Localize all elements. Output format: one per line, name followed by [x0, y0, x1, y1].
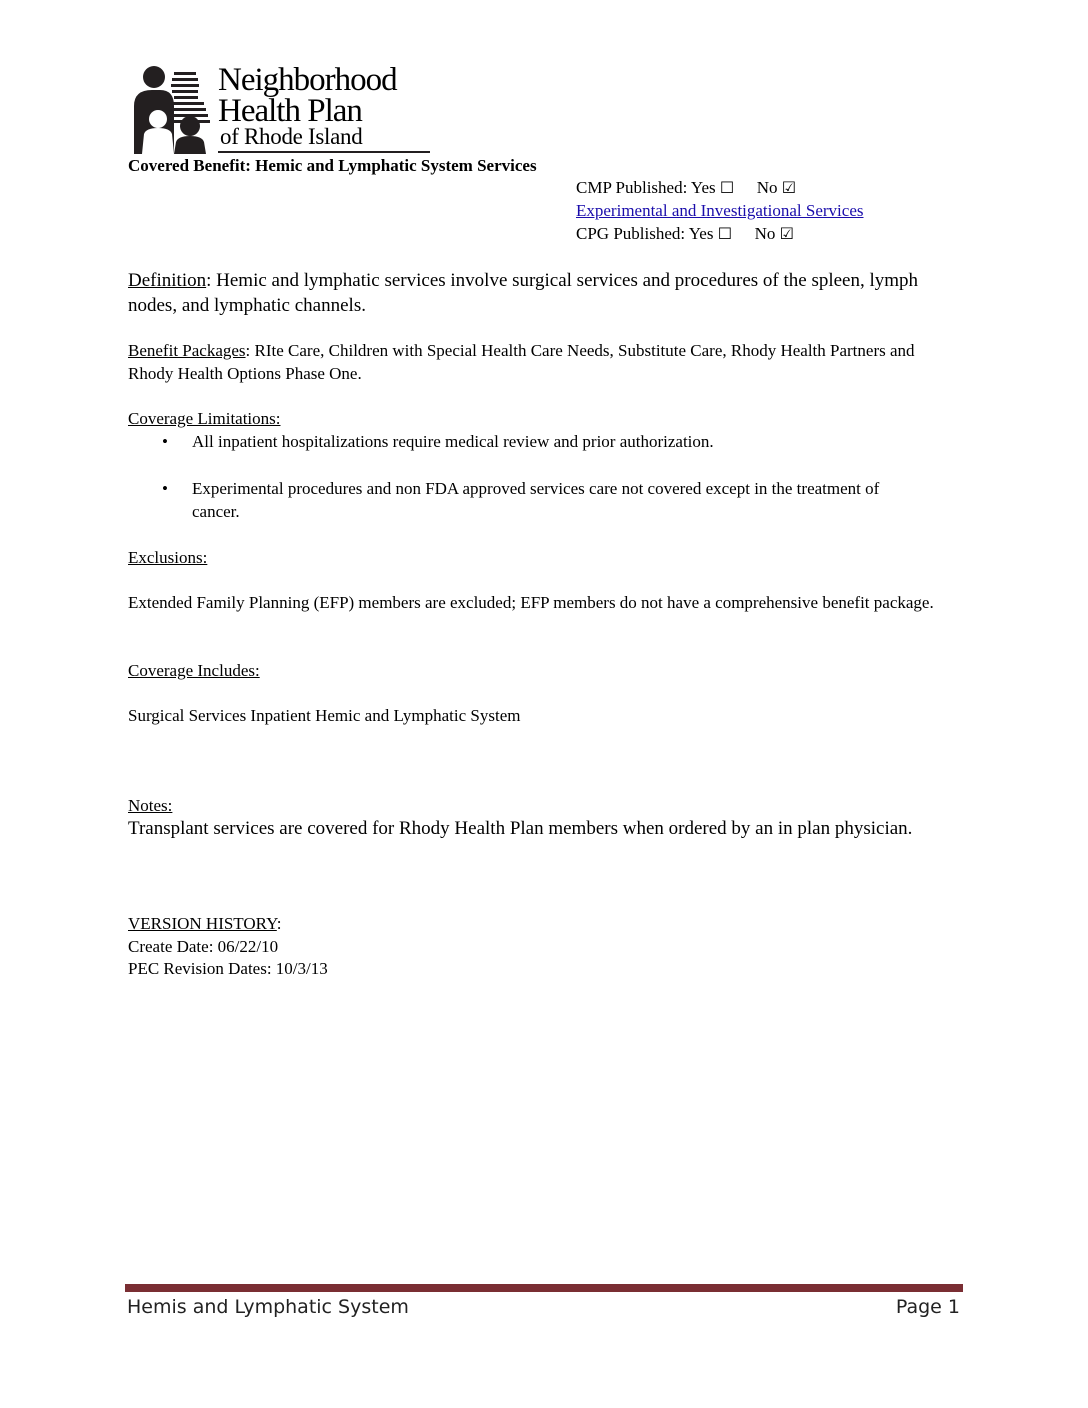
logo-divider [218, 151, 430, 153]
coverage-includes-title: Coverage Includes: [128, 661, 260, 680]
cmp-yes-checkbox: ☐ [719, 178, 735, 197]
exclusions-label [128, 546, 948, 570]
logo [128, 62, 430, 154]
revision-dates: PEC Revision Dates: 10/3/13 [128, 959, 328, 978]
notes-text: Transplant services are covered for Rhody Health Plan members when ordered by an in plan physician. [128, 818, 913, 839]
coverage-limitations-list [128, 430, 928, 523]
version-history-title: VERSION HISTORY [128, 914, 277, 933]
logo-line-2: Health Plan [218, 93, 362, 129]
logo-line-3: of Rhode Island [220, 124, 363, 149]
coverage-includes-text: Surgical Services Inpatient Hemic and Lymphatic System [128, 706, 521, 725]
cpg-yes-checkbox: ☐ [717, 224, 733, 243]
footer-divider [125, 1284, 963, 1292]
cmp-published-row [576, 178, 796, 198]
cmp-no-checkbox: ☑ [781, 178, 797, 197]
experimental-investigational-link[interactable]: Experimental and Investigational Services [576, 201, 864, 220]
page-number: Page 1 [895, 1296, 960, 1318]
definition-label: Definition [128, 270, 207, 291]
covered-benefit-heading: Covered Benefit: Hemic and Lymphatic System Services [128, 156, 537, 175]
cpg-published-label: CPG Published: Yes [576, 224, 714, 243]
family-silhouette-icon [128, 62, 220, 154]
benefit-packages-text: : RIte Care, Children with Special Health Care Needs, Substitute Care, Rhody Health Partners and Rhody Health Options Phase One. [128, 341, 915, 383]
definition-section [128, 268, 948, 318]
exclusions-title: Exclusions: [128, 548, 208, 567]
version-history-label [128, 912, 948, 936]
coverage-limitations-title: Coverage Limitations: [128, 409, 281, 428]
definition-text: : Hemic and lymphatic services involve surgical services and procedures of the spleen, lymph nodes, and lymphatic channels. [128, 270, 919, 316]
cmp-no-label: No [756, 178, 778, 197]
create-date: Create Date: 06/22/10 [128, 937, 279, 956]
benefit-packages-label: Benefit Packages [128, 341, 246, 360]
coverage-includes-label [128, 659, 948, 683]
list-item: • Experimental procedures and non FDA approved services care not covered except in the treatment of cancer. [128, 477, 928, 523]
cpg-no-checkbox: ☑ [779, 224, 794, 243]
list-item: • All inpatient hospitalizations require medical review and prior authorization. [128, 430, 928, 453]
exclusions-text: Extended Family Planning (EFP) members are excluded; EFP members do not have a comprehensive benefit package. [128, 593, 934, 612]
footer-title: Hemis and Lymphatic System [127, 1296, 409, 1318]
cpg-published-row [576, 224, 794, 244]
cpg-no-label: No [754, 224, 776, 243]
coverage-limitations-label [128, 407, 948, 431]
cmp-published-label: CMP Published: Yes [576, 178, 716, 197]
notes-label [128, 794, 948, 818]
logo-line-1: Neighborhood [218, 62, 397, 98]
notes-title: Notes: [128, 796, 173, 815]
version-history-colon: : [276, 914, 282, 933]
benefit-packages-section [128, 339, 948, 385]
